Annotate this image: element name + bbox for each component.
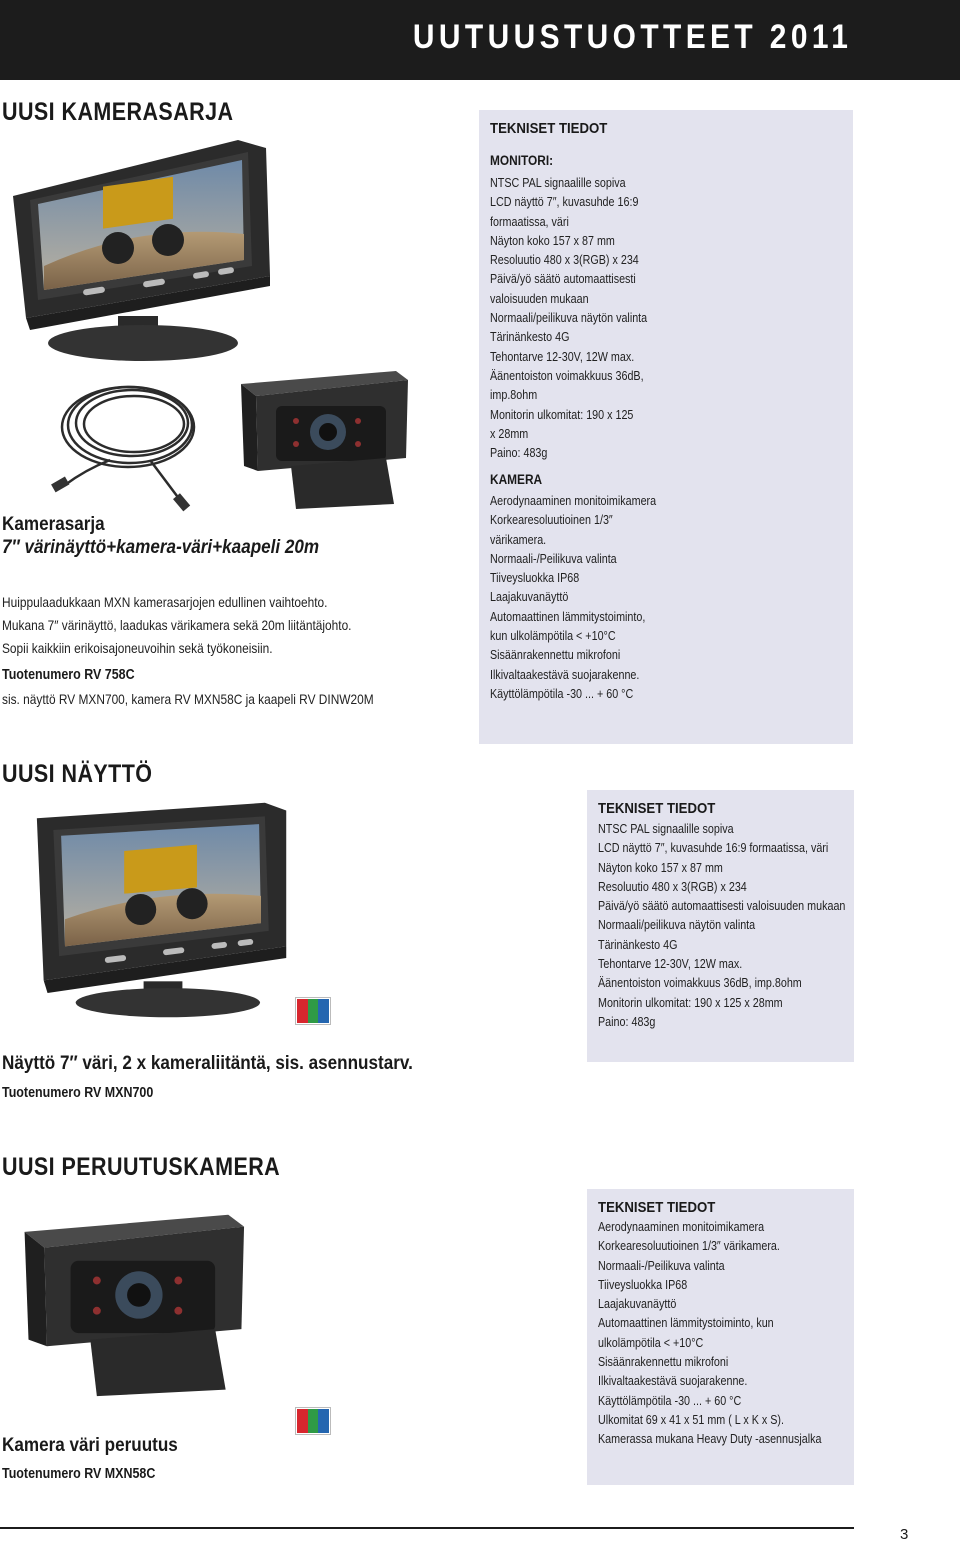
spec-line: Tiiveysluokka IP68 bbox=[598, 1277, 688, 1292]
spec-line: Kamerassa mukana Heavy Duty -asennusjalka bbox=[598, 1432, 822, 1447]
color-icon bbox=[296, 1408, 330, 1434]
spec-list-camera bbox=[490, 492, 683, 704]
spec-line: Käyttölämpötila -30 ... + 60 °C bbox=[598, 1393, 742, 1408]
spec-line: NTSC PAL signaalille sopiva bbox=[490, 176, 626, 190]
camera-image bbox=[236, 366, 411, 511]
description-line: Mukana 7″ värinäyttö, laadukas värikamera sekä 20m liitäntäjohto. bbox=[2, 617, 352, 633]
spec-list-monitor bbox=[490, 174, 673, 463]
spec-line: Tärinänkesto 4G bbox=[598, 937, 678, 952]
spec-line: Normaali-/Peilikuva valinta bbox=[598, 1258, 725, 1273]
spec-line: Monitorin ulkomitat: 190 x 125 x 28mm bbox=[598, 995, 783, 1010]
product-title-camera-set: Kamerasarja bbox=[2, 514, 105, 535]
spec-line: LCD näyttö 7″, kuvasuhde 16:9 bbox=[490, 195, 639, 210]
spec-line: Tehontarve 12-30V, 12W max. bbox=[490, 349, 635, 364]
spec-line: Äänentoiston voimakkuus 36dB, bbox=[490, 368, 644, 383]
spec-line: Päivä/yö säätö automaattisesti valoisuuden mukaan bbox=[598, 899, 846, 914]
spec-box-camera-set bbox=[479, 110, 853, 744]
description-line: Huippulaadukkaan MXN kamerasarjojen edullinen vaihtoehto. bbox=[2, 594, 328, 610]
spec-line: Sisäänrakennettu mikrofoni bbox=[490, 648, 621, 663]
spec-line: Normaali-/Peilikuva valinta bbox=[490, 551, 617, 566]
spec-line: Paino: 483g bbox=[490, 446, 548, 461]
spec-subheading-monitor: MONITORI: bbox=[490, 153, 554, 168]
product-description bbox=[2, 591, 413, 660]
spec-line: Resoluutio 480 x 3(RGB) x 234 bbox=[490, 253, 639, 268]
product-subtitle-camera-set: 7″ värinäyttö+kamera-väri+kaapeli 20m bbox=[2, 537, 320, 558]
spec-heading: TEKNISET TIEDOT bbox=[598, 1199, 716, 1216]
spec-line: Äänentoiston voimakkuus 36dB, imp.8ohm bbox=[598, 976, 802, 991]
spec-box-reverse-camera bbox=[587, 1189, 854, 1485]
spec-line: x 28mm bbox=[490, 426, 529, 441]
section-heading-reverse-camera: UUSI PERUUTUSKAMERA bbox=[2, 1153, 281, 1181]
monitor-image bbox=[8, 138, 278, 363]
spec-line: Aerodynaaminen monitoimikamera bbox=[598, 1220, 765, 1234]
spec-line: Näyton koko 157 x 87 mm bbox=[598, 860, 723, 875]
page-number: 3 bbox=[900, 1526, 909, 1543]
spec-line: Normaali/peilikuva näytön valinta bbox=[598, 918, 756, 933]
spec-line: Automaattinen lämmitystoiminto, kun bbox=[598, 1316, 774, 1331]
spec-line: LCD näyttö 7″, kuvasuhde 16:9 formaatissa, väri bbox=[598, 841, 829, 856]
spec-line: Resoluutio 480 x 3(RGB) x 234 bbox=[598, 879, 747, 894]
spec-line: Päivä/yö säätö automaattisesti bbox=[490, 272, 636, 287]
spec-line: Korkearesoluutioinen 1/3″ värikamera. bbox=[598, 1239, 780, 1254]
color-icon bbox=[296, 998, 330, 1024]
description-line: Sopii kaikkiin erikoisajoneuvoihin sekä työkoneisiin. bbox=[2, 640, 273, 656]
product-number: Tuotenumero RV MXN58C bbox=[2, 1466, 156, 1482]
spec-line: Laajakuvanäyttö bbox=[598, 1297, 677, 1312]
spec-line: NTSC PAL signaalille sopiva bbox=[598, 822, 734, 836]
spec-line: Laajakuvanäyttö bbox=[490, 590, 569, 605]
spec-box-monitor bbox=[587, 790, 854, 1062]
spec-line: Aerodynaaminen monitoimikamera bbox=[490, 494, 657, 508]
spec-line: kun ulkolämpötila < +10°C bbox=[490, 629, 616, 644]
spec-list bbox=[598, 820, 886, 1032]
spec-line: Normaali/peilikuva näytön valinta bbox=[490, 311, 648, 326]
spec-line: Tärinänkesto 4G bbox=[490, 330, 570, 345]
spec-line: värikamera. bbox=[490, 532, 547, 547]
spec-line: Ulkomitat 69 x 41 x 51 mm ( L x K x S). bbox=[598, 1412, 785, 1427]
section-heading-camera-set: UUSI KAMERASARJA bbox=[2, 98, 234, 126]
spec-line: valoisuuden mukaan bbox=[490, 291, 589, 306]
spec-heading: TEKNISET TIEDOT bbox=[490, 120, 608, 137]
product-number: Tuotenumero RV 758C bbox=[2, 667, 135, 683]
spec-line: Korkearesoluutioinen 1/3″ bbox=[490, 513, 613, 528]
spec-line: Tehontarve 12-30V, 12W max. bbox=[598, 957, 743, 972]
spec-line: Sisäänrakennettu mikrofoni bbox=[598, 1355, 729, 1370]
camera-image bbox=[18, 1196, 248, 1411]
spec-heading: TEKNISET TIEDOT bbox=[598, 800, 716, 817]
spec-line: Monitorin ulkomitat: 190 x 125 bbox=[490, 407, 634, 422]
spec-line: Tiiveysluokka IP68 bbox=[490, 571, 580, 586]
spec-line: Ilkivaltaakestävä suojarakenne. bbox=[490, 667, 640, 682]
spec-line: Käyttölämpötila -30 ... + 60 °C bbox=[490, 686, 634, 701]
spec-list bbox=[598, 1218, 858, 1450]
spec-line: Ilkivaltaakestävä suojarakenne. bbox=[598, 1374, 748, 1389]
product-title-monitor: Näyttö 7″ väri, 2 x kameraliitäntä, sis. asennustarv. bbox=[2, 1053, 413, 1074]
spec-subheading-camera: KAMERA bbox=[490, 472, 543, 487]
page-header-title: UUTUUSTUOTTEET 2011 bbox=[412, 18, 852, 56]
spec-line: formaatissa, väri bbox=[490, 214, 569, 229]
cable-image bbox=[50, 380, 200, 515]
product-number: Tuotenumero RV MXN700 bbox=[2, 1085, 154, 1101]
spec-line: imp.8ohm bbox=[490, 388, 538, 403]
section-heading-monitor: UUSI NÄYTTÖ bbox=[2, 760, 153, 788]
product-includes: sis. näyttö RV MXN700, kamera RV MXN58C ja kaapeli RV DINW20M bbox=[2, 691, 374, 707]
product-title-reverse-camera: Kamera väri peruutus bbox=[2, 1435, 178, 1456]
footer-rule bbox=[0, 1527, 854, 1529]
monitor-image bbox=[32, 796, 294, 1024]
spec-line: Automaattinen lämmitystoiminto, bbox=[490, 609, 646, 624]
spec-line: Näyton koko 157 x 87 mm bbox=[490, 233, 615, 248]
spec-line: Paino: 483g bbox=[598, 1014, 656, 1029]
spec-line: ulkolämpötila < +10°C bbox=[598, 1335, 704, 1350]
